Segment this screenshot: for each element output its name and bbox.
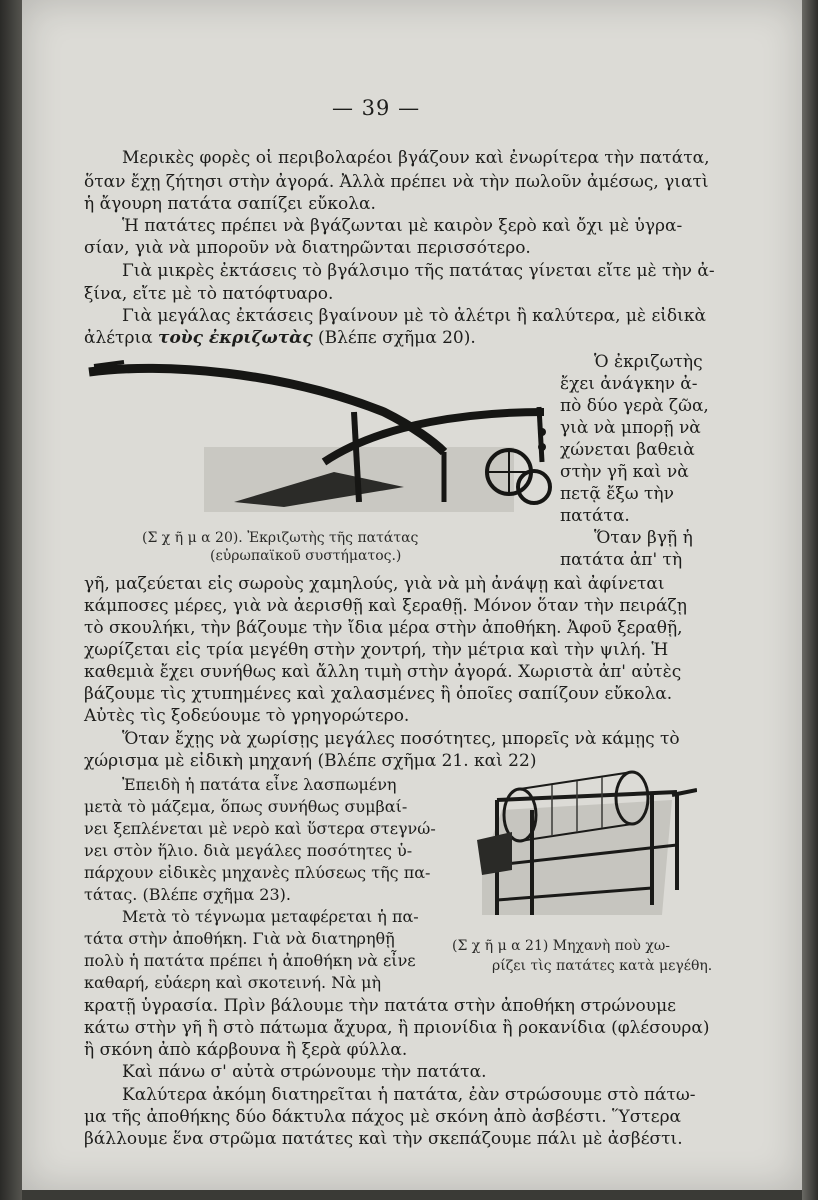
text-line: μετὰ τὸ μάζεμα, ὅπως συνήθως συμβαί- — [84, 797, 408, 816]
text-line: κάμποσες μέρες, γιὰ νὰ ἀερισθῇ καὶ ξεραθῇ. Μόνον ὅταν τὴν πειράζῃ — [84, 596, 687, 616]
text-line: τάτας. (Βλέπε σχῆμα 23). — [84, 885, 291, 904]
chain-link — [538, 428, 546, 436]
emphasis-text: τοὺς ἐκριζωτὰς — [158, 328, 313, 348]
text-line: Αὐτὲς τὶς ξοδεύουμε τὸ γρηγορώτερο. — [84, 706, 410, 726]
text-line: Ὅταν βγῇ ἡ — [594, 528, 693, 548]
figure-21-caption: ρίζει τὶς πατάτες κατὰ μεγέθη. — [492, 958, 713, 974]
text-line: χώρισμα μὲ εἰδικὴ μηχανή (Βλέπε σχῆμα 21. καὶ 22) — [84, 751, 537, 771]
text-line: νει στὸν ἥλιο. διὰ μεγάλες ποσότητες ὑ- — [84, 841, 413, 860]
machine-hopper — [477, 832, 512, 875]
text-line: στὴν γῆ καὶ νὰ — [560, 462, 689, 482]
text-line: Καλύτερα ἀκόμη διατηρεῖται ἡ πατάτα, ἐὰν στρώσουμε στὸ πάτω- — [122, 1085, 696, 1105]
figure-20-caption: (εὐρωπαϊκοῦ συστήματος.) — [210, 548, 402, 564]
figure-21-sorting-machine — [472, 770, 697, 920]
text-line: ἢ σκόνη ἀπὸ κάρβουνα ἢ ξερὰ φύλλα. — [84, 1040, 408, 1060]
text-line: Ἐπειδὴ ἡ πατάτα εἶνε λασπωμένη — [122, 775, 397, 794]
chain-link — [538, 443, 546, 451]
text-line: βάζουμε τὶς χτυπημένες καὶ χαλασμένες ἢ ὁποῖες σαπίζουν εὔκολα. — [84, 684, 673, 704]
text-line: καθεμιὰ ἔχει συνήθως καὶ ἄλλη τιμὴ στὴν ἀγορά. Χωριστὰ ἀπ' αὐτὲς — [84, 662, 682, 682]
text-line: μα τῆς ἀποθήκης δύο δάκτυλα πάχος μὲ σκόνη ἀπὸ ἀσβέστι. Ὕστερα — [84, 1107, 682, 1127]
text-line: πατάτα. — [560, 506, 630, 526]
text-line: γῆ, μαζεύεται εἰς σωροὺς χαμηλούς, γιὰ νὰ μὴ ἀνάψῃ καὶ ἀφίνεται — [84, 574, 665, 594]
text-line: ἔχει ἀνάγκην ἀ- — [560, 374, 698, 394]
text-line: χωρίζεται εἰς τρία μεγέθη στὴν χοντρή, τὴν μέτρια καὶ τὴν ψιλή. Ἡ — [84, 640, 669, 660]
figure-20-caption: (Σ χ ῆ μ α 20). Ἐκριζωτὴς τῆς πατάτας — [142, 530, 419, 546]
text-line: Μερικὲς φορὲς οἱ περιβολαρέοι βγάζουν καὶ ἐνωρίτερα τὴν πατάτα, — [122, 148, 710, 168]
text-line: χώνεται βαθειὰ — [560, 440, 695, 460]
text-line: ὅταν ἔχῃ ζήτησι στὴν ἀγορά. Ἀλλὰ πρέπει νὰ τὴν πωλοῦν ἀμέσως, γιατὶ — [84, 172, 709, 192]
book-gutter — [0, 0, 22, 1200]
text-line: Μετὰ τὸ τέγνωμα μεταφέρεται ἡ πα- — [122, 907, 419, 926]
text-line: Γιὰ μεγάλας ἐκτάσεις βγαίνουν μὲ τὸ ἀλέτρι ἢ καλύτερα, μὲ εἰδικὰ — [122, 306, 706, 326]
text-line: τάτα στὴν ἀποθήκη. Γιὰ νὰ διατηρηθῇ — [84, 929, 395, 948]
text-line: πετᾷ ἔξω τὴν — [560, 484, 674, 504]
text-line: ἡ ἄγουρη πατάτα σαπίζει εὔκολα. — [84, 194, 376, 214]
text-line — [84, 328, 476, 348]
text-line: Καὶ πάνω σ' αὐτὰ στρώνουμε τὴν πατάτα. — [122, 1062, 487, 1082]
text-line: νει ξεπλένεται μὲ νερὸ καὶ ὕστερα στεγνώ- — [84, 819, 436, 838]
text-line: πατάτα ἀπ' τὴ — [560, 550, 683, 570]
text-line: βάλλουμε ἕνα στρῶμα πατάτες καὶ τὴν σκεπάζουμε πάλι μὲ ἀσβέστι. — [84, 1129, 683, 1149]
plough-beam — [89, 368, 444, 452]
figure-20-plough — [84, 352, 554, 517]
text-line: Γιὰ μικρὲς ἐκτάσεις τὸ βγάλσιμο τῆς πατάτας γίνεται εἴτε μὲ τὴν ἀ- — [122, 261, 715, 281]
text-line: καθαρή, εὐάερη καὶ σκοτεινή. Νὰ μὴ — [84, 973, 382, 992]
text-line: Ὁ ἐκριζωτὴς — [594, 352, 703, 372]
page-edge — [802, 0, 818, 1200]
text-line: Ὅταν ἔχῃς νὰ χωρίσῃς μεγάλες ποσότητες, μπορεῖς νὰ κάμῃς τὸ — [122, 729, 680, 749]
figure-21-caption: (Σ χ ῆ μ α 21) Μηχανὴ ποὺ χω- — [452, 938, 670, 954]
text-line: κρατῇ ὑγρασία. Πρὶν βάλουμε τὴν πατάτα στὴν ἀποθήκη στρώνουμε — [84, 996, 676, 1016]
book-page — [22, 0, 802, 1190]
text-line: σίαν, γιὰ νὰ μποροῦν νὰ διατηρῶνται περισσότερο. — [84, 238, 531, 258]
text-span: ἀλέτρια — [84, 328, 153, 348]
text-line: κάτω στὴν γῆ ἢ στὸ πάτωμα ἄχυρα, ἢ πριονίδια ἢ ροκανίδια (φλέσουρα) — [84, 1018, 710, 1038]
text-line: πολὺ ἡ πατάτα πρέπει ἡ ἀποθήκη νὰ εἶνε — [84, 951, 416, 970]
page-number: — 39 — — [332, 96, 421, 120]
text-line: πάρχουν εἰδικὲς μηχανὲς πλύσεως τῆς πα- — [84, 863, 431, 882]
text-line: πὸ δύο γερὰ ζῶα, — [560, 396, 709, 416]
drum-edge — [520, 772, 632, 789]
text-line: Ἡ πατάτες πρέπει νὰ βγάζωνται μὲ καιρὸν ξερὸ καὶ ὄχι μὲ ὑγρα- — [122, 216, 683, 236]
text-line: γιὰ νὰ μπορῇ νὰ — [560, 418, 701, 438]
text-span: (Βλέπε σχῆμα 20). — [318, 328, 476, 348]
text-line: τὸ σκουλήκι, τὴν βάζουμε τὴν ἴδια μέρα στὴν ἀποθήκη. Ἀφοῦ ξεραθῇ, — [84, 618, 683, 638]
text-line: ξίνα, εἴτε μὲ τὸ πατόφτυαρο. — [84, 284, 334, 304]
